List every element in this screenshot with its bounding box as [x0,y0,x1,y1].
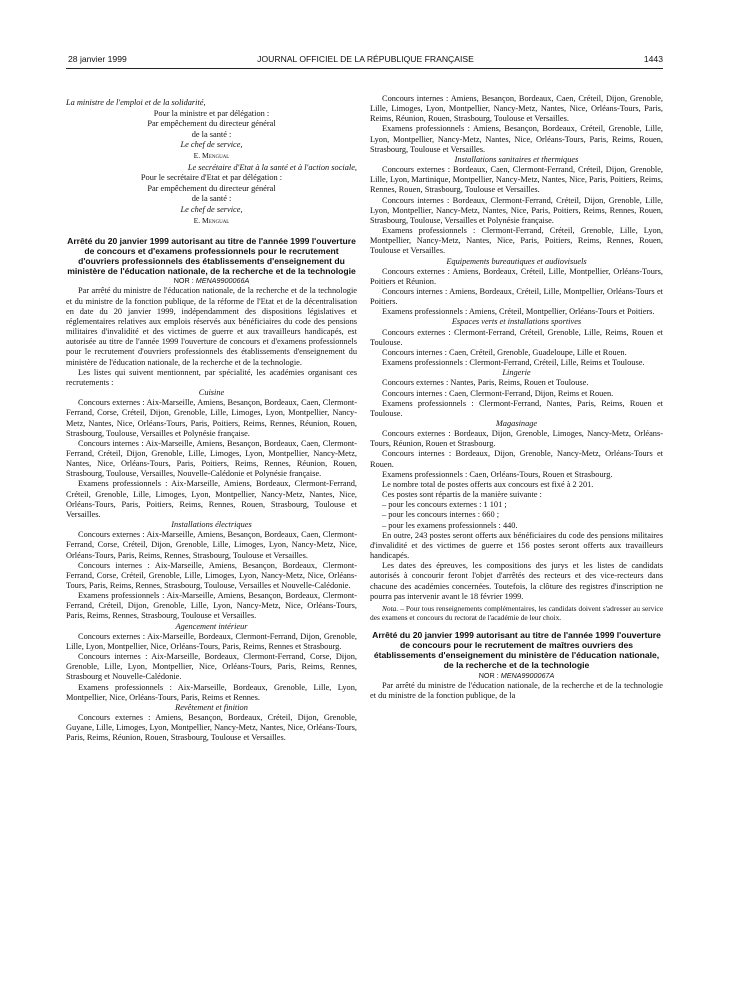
journal-title: JOURNAL OFFICIEL DE LA RÉPUBLIQUE FRANÇAISE [257,54,474,64]
section-heading: Installations électriques [171,520,252,530]
header-rule [66,68,663,69]
paragraph: Concours externes : Nantes, Paris, Reims, Rouen et Toulouse. [382,378,589,388]
section-heading: Agencement intérieur [175,621,248,631]
nor-reference [66,276,357,286]
list-item: – pour les concours externes : 1 101 ; [382,500,507,510]
paragraph: Examens professionnels : Caen, Orléans-Tours, Rouen et Strasbourg. [382,469,613,479]
paragraph: Concours internes : Bordeaux, Clermont-Ferrand, Créteil, Dijon, Grenoble, Lille, Lyon, Montpellier, Nancy-Metz, Nantes, Nice, Paris, Poitiers, Reims, Rennes, Rouen, Strasbourg, Toulouse, Versailles et Polynésie française. [370,195,663,225]
section-heading: Cuisine [198,388,225,398]
decree-title: Arrêté du 20 janvier 1999 autorisant au titre de l'année 1999 l'ouverture de concours et d'examens professionnels pour le recrutement d'ouvriers professionnels des établissements d'enseignement du ministère de l'éducation nationale, de la recherche et de la technologie [67,236,356,276]
note-label: Nota. [382,603,399,613]
list-item: – pour les examens professionnels : 440. [382,520,518,530]
section-heading: Espaces verts et installations sportives [451,317,582,327]
paragraph: Examens professionnels : Clermont-Ferrand, Nantes, Paris, Reims, Rouen et Toulouse. [370,398,663,418]
paragraph: Concours internes : Amiens, Besançon, Bordeaux, Caen, Créteil, Dijon, Grenoble, Lille, Limoges, Lyon, Montpellier, Nancy-Metz, Nantes, Nice, Orléans-Tours, Paris, Reims, Réunion, Rouen, Strasbourg, Toulouse et Versailles. [370,94,663,124]
paragraph: Concours externes : Aix-Marseille, Amiens, Besançon, Bordeaux, Caen, Clermont-Ferrand, Corse, Créteil, Dijon, Grenoble, Lille, Limoges, Lyon, Montpellier, Nancy-Metz, Nantes, Nice, Orléans-Tours, Paris, Poitiers, Reims, Rennes, Réunion, Rouen, Strasbourg, Toulouse, Versailles et Polynésie française. [66,398,357,438]
paragraph: Concours internes : Aix-Marseille, Bordeaux, Clermont-Ferrand, Corse, Dijon, Grenoble, Lille, Lyon, Montpellier, Nice, Orléans-Tours, Paris, Reims, Rennes, Strasbourg et Nouvelle-Calédonie. [66,652,357,682]
signature-block-ministre [66,98,357,162]
page-number: 1443 [643,54,663,64]
decree-intro-2: Par arrêté du ministre de l'éducation nationale, de la recherche et de la technologie et du ministre de la fonction publique, de la [370,680,663,700]
section-heading: Equipements bureautiques et audiovisuels [446,256,587,266]
signature-line: de la santé : [191,194,232,204]
total-posts: Le nombre total de postes offerts aux concours est fixé à 2 201. [382,479,594,489]
paragraph: Concours internes : Caen, Clermont-Ferrand, Dijon, Reims et Rouen. [382,388,614,398]
paragraph: Examens professionnels : Aix-Marseille, Amiens, Besançon, Bordeaux, Clermont-Ferrand, Créteil, Dijon, Grenoble, Lille, Lyon, Nancy-Metz, Nice, Orléans-Tours, Paris, Reims, Rennes, Strasbourg, Toulouse et Versailles. [66,591,357,621]
nor-code: MENA9900067A [500,670,555,680]
signature-line: Le chef de service, [180,140,243,150]
signatory-name: E. Mengual [193,150,230,160]
paragraph: Examens professionnels : Clermont-Ferrand, Créteil, Lille, Reims et Toulouse. [382,358,645,368]
paragraph: Concours externes : Amiens, Besançon, Bordeaux, Créteil, Dijon, Grenoble, Guyane, Lille, Limoges, Lyon, Montpellier, Nancy-Metz, Nantes, Nice, Orléans-Tours, Paris, Reims, Réunion, Rouen, Strasbourg, Toulouse et Versailles. [66,713,357,743]
paragraph: Concours internes : Caen, Créteil, Grenoble, Guadeloupe, Lille et Rouen. [382,347,627,357]
paragraph: Concours internes : Bordeaux, Dijon, Grenoble, Nancy-Metz, Orléans-Tours et Rouen. [370,449,663,469]
section-heading: Revêtement et finition [175,702,248,712]
paragraph: Concours externes : Clermont-Ferrand, Créteil, Grenoble, Lille, Reims, Rouen et Toulouse. [370,327,663,347]
paragraph: Concours externes : Amiens, Bordeaux, Créteil, Lille, Montpellier, Orléans-Tours, Poitiers et Réunion. [370,266,663,286]
right-column [370,94,663,701]
paragraph: Examens professionnels : Aix-Marseille, Bordeaux, Grenoble, Lille, Lyon, Montpellier, Nice, Orléans-Tours, Paris, Reims et Rennes. [66,682,357,702]
distribution-intro: Ces postes sont répartis de la manière suivante : [382,490,542,500]
decree-intro-lists: Les listes qui suivent mentionnent, par spécialité, les académies organisant ces recrutements : [66,367,357,387]
note [370,605,663,623]
paragraph: Examens professionnels : Aix-Marseille, Amiens, Bordeaux, Clermont-Ferrand, Créteil, Grenoble, Lille, Limoges, Lyon, Montpellier, Nancy-Metz, Nantes, Nice, Orléans-Tours, Paris, Poitiers, Reims, Rennes, Rouen, Strasbourg, Toulouse et Versailles. [66,479,357,519]
signature-title: Le secrétaire d'Etat à la santé et à l'action sociale, [187,162,357,172]
paragraph: Examens professionnels : Amiens, Besançon, Bordeaux, Créteil, Grenoble, Lille, Lyon, Montpellier, Nancy-Metz, Nantes, Nice, Orléans-Tours, Paris, Reims, Rouen, Strasbourg, Toulouse et Versailles. [370,124,663,154]
signature-line: Par empêchement du directeur général [147,183,276,193]
section-heading: Installations sanitaires et thermiques [454,154,579,164]
nor-reference-2 [370,671,663,681]
signature-block-secretaire [66,163,357,227]
left-column [66,98,357,744]
paragraph: Concours internes : Aix-Marseille, Amiens, Besançon, Bordeaux, Caen, Clermont-Ferrand, Créteil, Dijon, Grenoble, Lille, Limoges, Lyon, Montpellier, Nancy-Metz, Nantes, Nice, Orléans-Tours, Paris, Poitiers, Reims, Rennes, Réunion, Rouen, Strasbourg, Toulouse, Versailles, Nouvelle-Calédonie et Polynésie française. [66,438,357,479]
note-text: – Pour tous renseignements complémentaires, les candidats doivent s'adresser au service des examens et concours du rectorat de l'académie de leur choix. [370,603,663,622]
paragraph: Concours externes : Bordeaux, Dijon, Grenoble, Limoges, Nancy-Metz, Orléans-Tours, Réunion, Rouen et Strasbourg. [370,429,663,449]
signature-line: Par empêchement du directeur général [147,119,276,129]
paragraph: Concours internes : Amiens, Bordeaux, Créteil, Lille, Montpellier, Orléans-Tours et Poitiers. [370,286,663,307]
header-date: 28 janvier 1999 [68,54,127,64]
section-heading: Lingerie [502,368,531,378]
paragraph: Concours externes : Aix-Marseille, Bordeaux, Clermont-Ferrand, Dijon, Grenoble, Lille, Lyon, Montpellier, Nice, Orléans-Tours, Paris, Reims, Rennes et Strasbourg. [66,631,357,651]
decree-intro: Par arrêté du ministre de l'éducation nationale, de la recherche et de la technologie et du ministre de la fonction publique, de la réforme de l'Etat et de la décentralisation en date du 20 janvier 1999, indépendamment des dispositions législatives et réglementaires relatives aux emplois réservés aux bénéficiaires du code des pensions militaires d'invalidité et des victimes de guerre et aux travailleurs handicapés, est autorisée au titre de l'année 1999 l'ouverture de concours et d'examens professionnels pour le recrutement d'ouvriers professionnels des établissements d'enseignement du ministère de l'éducation nationale, de la recherche et de la technologie. [66,286,357,367]
nor-label: NOR : [478,670,499,680]
signature-line: Le chef de service, [180,204,243,214]
distribution-list [370,500,663,530]
signature-title: La ministre de l'emploi et de la solidarité, [66,98,206,107]
list-item: – pour les concours internes : 660 ; [382,510,500,520]
nor-code: MENA9900066A [195,276,250,286]
paragraph: Concours externes : Aix-Marseille, Amiens, Besançon, Bordeaux, Caen, Clermont-Ferrand, Corse, Créteil, Dijon, Grenoble, Lille, Limoges, Lyon, Nancy-Metz, Nice, Orléans-Tours, Paris, Reims, Rennes, Strasbourg, Toulouse et Versailles. [66,530,357,560]
nor-label: NOR : [173,276,194,286]
page-header [68,54,663,68]
paragraph: En outre, 243 postes seront offerts aux bénéficiaires du code des pensions militaires d'invalidité et des victimes de guerre et 156 postes seront offerts aux travailleurs handicapés. [370,530,663,561]
paragraph: Concours internes : Aix-Marseille, Amiens, Besançon, Bordeaux, Clermont-Ferrand, Corse, Créteil, Grenoble, Lille, Limoges, Lyon, Nancy-Metz, Nice, Orléans-Tours, Paris, Reims, Rennes, Strasbourg, Toulouse, Versailles et Nouvelle-Calédonie. [66,560,357,590]
paragraph: Concours externes : Bordeaux, Caen, Clermont-Ferrand, Créteil, Dijon, Grenoble, Lille, Lyon, Martinique, Montpellier, Nancy-Metz, Nantes, Nice, Paris, Poitiers, Reims, Rennes, Rouen, Strasbourg, Toulouse et Versailles. [370,165,663,195]
paragraph: Les dates des épreuves, les compositions des jurys et les listes de candidats autorisés à concourir feront l'objet d'arrêtés des recteurs et des vice-recteurs dans chacune des académies concernées. Toutefois, la clôture des registres d'inscription ne pourra pas intervenir avant le 18 février 1999. [370,561,663,601]
signatory-name: E. Mengual [193,215,230,225]
paragraph: Examens professionnels : Amiens, Créteil, Montpellier, Orléans-Tours et Poitiers. [382,307,655,317]
section-heading: Magasinage [495,419,538,428]
signature-line: Pour la ministre et par délégation : [153,108,270,118]
paragraph: Examens professionnels : Clermont-Ferrand, Créteil, Grenoble, Lille, Lyon, Montpellier, Nancy-Metz, Nantes, Nice, Paris, Poitiers, Reims, Rennes, Rouen, Toulouse et Versailles. [370,226,663,256]
signature-line: de la santé : [191,129,232,139]
signature-line: Pour le secrétaire d'Etat et par délégation : [140,173,283,183]
decree-title-2: Arrêté du 20 janvier 1999 autorisant au titre de l'année 1999 l'ouverture de concours pour le recrutement de maîtres ouvriers des établissements d'enseignement du ministère de l'éducation nationale, de la recherche et de la technologie [372,630,661,670]
